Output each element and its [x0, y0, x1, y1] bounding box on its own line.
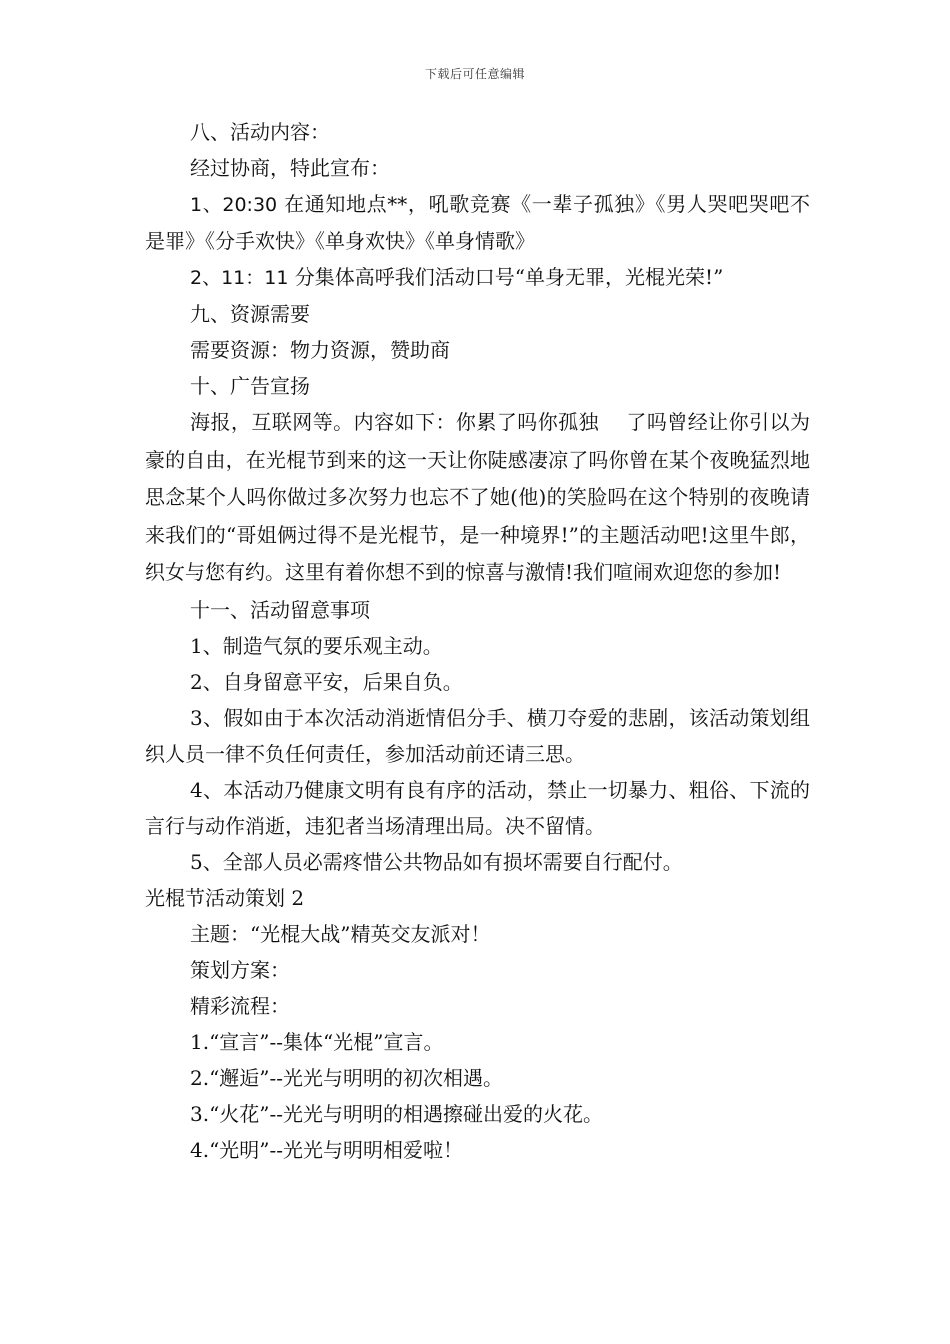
- plan-2-title: 光棍节活动策划 2: [145, 885, 305, 910]
- section-9-heading: 九、资源需要: [190, 302, 310, 326]
- section-8-item-2: [145, 259, 810, 296]
- plan-2-scheme: 策划方案：: [190, 957, 290, 982]
- section-8-intro: 经过协商，特此宣布：: [190, 156, 390, 180]
- item-2-time: 2、11：11: [190, 267, 289, 289]
- download-note: 下载后可任意编辑: [424, 67, 525, 81]
- section-10-heading: 十、广告宣扬: [190, 374, 310, 398]
- section-10-text: 海报，互联网等。内容如下：你累了吗你孤独 了吗曾经让你引以为豪的自由，在光棍节到来的这一天让你陡感凄凉了吗你曾在某个夜晚猛烈地思念某个人吗你做过多次努力也忘不了她(他)的笑脸吗在这个特别的夜晚请来我们的“哥姐俩过得不是光棍节，是一种境界!”的主题活动吧!这里牛郎，织女与您有约。这里有着你想不到的惊喜与激情!我们喧闹欢迎您的参加!: [145, 410, 810, 584]
- section-11-item-2: 2、自身留意平安，后果自负。: [190, 669, 463, 694]
- plan-2-theme: 主题：“光棍大战”精英交友派对！: [190, 921, 491, 946]
- item-1-text: 在通知地点**，吼歌竞赛《一辈子孤独》《男人哭吧哭吧不是罪》《分手欢快》《单身欢快》《单身情歌》: [145, 192, 811, 253]
- item-2-text: 分集体高呼我们活动口号“单身无罪，光棍光荣!”: [288, 265, 724, 289]
- plan-2-step-2: 2.“邂逅”--光光与明明的初次相遇。: [190, 1065, 504, 1090]
- document-body: [145, 114, 810, 1168]
- section-9-text: 需要资源：物力资源，赞助商: [190, 338, 450, 362]
- item-1-time: 1、20:30: [190, 194, 278, 216]
- plan-2-step-4: 4.“光明”--光光与明明相爱啦！: [190, 1137, 464, 1162]
- section-11-item-4: 4、本活动乃健康文明有良有序的活动，禁止一切暴力、粗俗、下流的言行与动作消逝，违犯者当场清理出局。决不留情。: [145, 777, 810, 838]
- section-11-item-1: 1、制造气氛的要乐观主动。: [190, 633, 443, 658]
- plan-2-step-1: 1.“宣言”--集体“光棍”宣言。: [190, 1029, 444, 1054]
- plan-2-flow: 精彩流程：: [190, 993, 290, 1018]
- section-11-item-5: 5、全部人员必需疼惜公共物品如有损坏需要自行配付。: [190, 849, 683, 874]
- section-8-item-1: [145, 186, 810, 259]
- section-11-heading: 十一、活动留意事项: [190, 597, 370, 622]
- section-11-item-3: 3、假如由于本次活动消逝情侣分手、横刀夺爱的悲剧，该活动策划组织人员一律不负任何责任，参加活动前还请三思。: [145, 705, 810, 766]
- plan-2-step-3: 3.“火花”--光光与明明的相遇擦碰出爱的火花。: [190, 1101, 604, 1126]
- section-8-heading: 八、活动内容：: [190, 120, 330, 144]
